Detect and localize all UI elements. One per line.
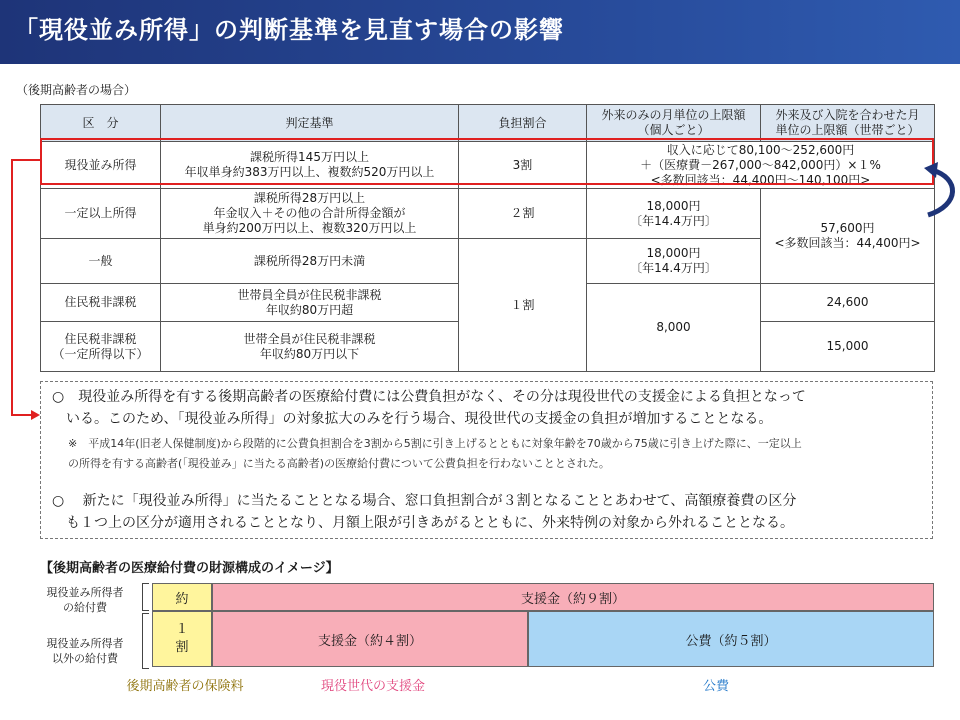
row-ratio: ２割 (459, 189, 587, 239)
row-household: 24,600 (761, 284, 935, 322)
legend-premium: 後期高齢者の保険料 (126, 679, 244, 694)
support-4-box: 支援金（約４割） (212, 611, 528, 667)
row-limit-combined: 収入に応じて80,100～252,600円 ＋（医療費－267,000～842,000円）×１% <多数回該当：44,400円～140,100円> (587, 142, 935, 189)
blue-arrow-head (924, 162, 938, 178)
red-connector-line (12, 160, 40, 415)
row-criteria: 課税所得28万円以上 年金収入＋その他の合計所得金額が 単身約200万円以上、複数320万円以上 (161, 189, 459, 239)
header-ratio: 負担割合 (459, 105, 587, 142)
row-outpatient: 18,000円 〔年14.4万円〕 (587, 239, 761, 284)
premium-box-top: 約 (152, 583, 212, 611)
row-category: 住民税非課税 （一定所得以下） (41, 322, 161, 372)
header-outpatient: 外来のみの月単位の上限額 （個人ごと） (587, 105, 761, 142)
legend-public: 公費 (702, 679, 729, 694)
row-household: 15,000 (761, 322, 935, 372)
support-9-box: 支援金（約９割） (212, 583, 934, 611)
row-label-active-income: 現役並み所得者 の給付費 (46, 586, 124, 614)
blue-curved-arrow (928, 170, 953, 215)
premium-box-bottom: １ 割 (152, 611, 212, 667)
header-household: 外来及び入院を合わせた月 単位の上限額（世帯ごと） (761, 105, 935, 142)
header-criteria: 判定基準 (161, 105, 459, 142)
row-category: 住民税非課税 (41, 284, 161, 322)
row-criteria: 課税所得28万円未満 (161, 239, 459, 284)
row-criteria: 課税所得145万円以上 年収単身約383万円以上、複数約520万円以上 (161, 142, 459, 189)
header-category: 区 分 (41, 105, 161, 142)
row-category: 現役並み所得 (41, 142, 161, 189)
row-label-other: 現役並み所得者 以外の給付費 (46, 637, 124, 665)
brace-row-2 (142, 613, 149, 669)
note-paragraph-1: ○ 現役並み所得を有する後期高齢者の医療給付費には公費負担がなく、その分は現役世代の支援金による負担となって いる。このため、「現役並み所得」の対象拡大のみを行う場合、現役世代の支援金の負担が増加することとなる。 (52, 389, 806, 427)
red-arrow-head (31, 410, 40, 420)
row-ratio: 3割 (459, 142, 587, 189)
page-title: 「現役並み所得」の判断基準を見直す場合の影響 (14, 16, 564, 44)
row-household: 57,600円 <多数回該当：44,400円> (761, 189, 935, 284)
row-criteria: 世帯員全員が住民税非課税 年収約80万円超 (161, 284, 459, 322)
row-criteria: 世帯全員が住民税非課税 年収約80万円以下 (161, 322, 459, 372)
note-footnote: ※ 平成14年(旧老人保健制度)から段階的に公費負担割合を3割から5割に引き上げるとともに対象年齢を70歳から75歳に引き上げた際に、一定以上 の所得を有する高齢者(「現役並み」に当たる高齢者)の医療給付費について公費負担を行わないこととされた。 (68, 437, 802, 470)
row-category: 一定以上所得 (41, 189, 161, 239)
public-5-box: 公費（約５割） (528, 611, 934, 667)
row-outpatient: 18,000円 〔年14.4万円〕 (587, 189, 761, 239)
row-ratio: １割 (459, 239, 587, 372)
subtitle: （後期高齢者の場合） (16, 83, 137, 97)
legend-support: 現役世代の支援金 (320, 679, 425, 694)
brace-row-1 (142, 583, 149, 611)
finance-section-title: 【後期高齢者の医療給付費の財源構成のイメージ】 (40, 561, 339, 576)
note-paragraph-2: ○ 新たに「現役並み所得」に当たることとなる場合、窓口負担割合が３割となることとあわせて、高額療養費の区分 も１つ上の区分が適用されることとなり、月額上限が引きあがるとともに、外来特例の対象から外れることとなる。 (52, 493, 797, 531)
row-outpatient: 8,000 (587, 284, 761, 372)
row-category: 一般 (41, 239, 161, 284)
